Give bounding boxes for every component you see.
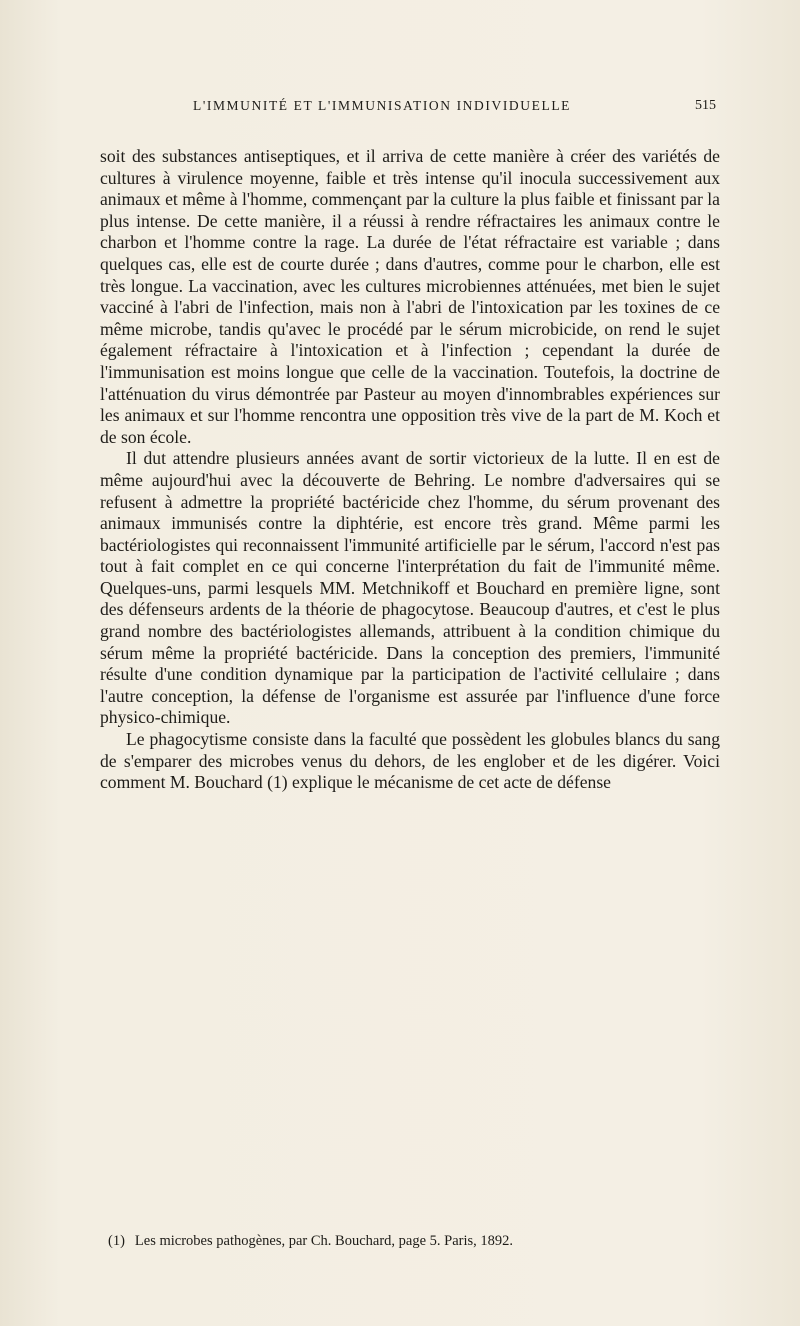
paragraph: soit des substances antiseptiques, et il arriva de cette manière à créer des variétés de cultures à virulence moyenne, faible et très intense qu'il inocula successivement aux animaux et même à l'homme, commençant par la culture la plus faible et finissant par la plus intense. De cette manière, il a réussi à rendre réfractaires les animaux contre le charbon et l'homme contre la rage. La durée de l'état réfractaire est variable ; dans quelques cas, elle est de courte durée ; dans d'autres, comme pour le charbon, elle est très longue. La vaccination, avec les cultures microbiennes atténuées, met bien le sujet vacciné à l'abri de l'infection, mais non à l'abri de l'intoxication par les toxines de ce même microbe, tandis qu'avec le procédé par le sérum microbicide, on rend le sujet également réfractaire à l'intoxication et à l'infection ; cependant la durée de l'immunisation est moins longue que celle de la vaccination. Toutefois, la doctrine de l'atténuation du virus démontrée par Pasteur au moyen d'innombrables expériences sur les animaux et sur l'homme rencontra une opposition très vive de la part de M. Koch et de son école. <box>100 146 720 447</box>
paragraph: Le phagocytisme consiste dans la faculté que possèdent les globules blancs du sang de s'emparer des microbes venus du dehors, de les englober et de les digérer. Voici comment M. Bouchard (1) explique le mécanisme de cet acte de défense <box>100 729 720 793</box>
paragraph: Il dut attendre plusieurs années avant de sortir victorieux de la lutte. Il en est de même aujourd'hui avec la découverte de Behring. Le nombre d'adversaires qui se refusent à admettre la propriété bactéricide chez l'homme, du sérum provenant des animaux immunisés contre la diphtérie, est encore très grand. Même parmi les bactériologistes qui reconnaissent l'immunité artificielle par le sérum, l'accord n'est pas tout à fait complet en ce qui concerne l'interprétation du fait de l'immunité même. Quelques-uns, parmi lesquels MM. Metchnikoff et Bouchard en première ligne, sont des défenseurs ardents de la théorie de phagocytose. Beaucoup d'autres, et c'est le plus grand nombre des bactériologistes allemands, attribuent à la condition chimique du sérum même la propriété bactéricide. Dans la conception des premiers, l'immunité résulte d'une condition dynamique par la participation de l'activité cellulaire ; dans l'autre conception, la défense de l'organisme est assurée par l'influence d'une force physico-chimique. <box>100 448 720 728</box>
body-text <box>100 146 720 794</box>
footnote-text: Les microbes pathogènes, par Ch. Bouchard, page 5. Paris, 1892. <box>134 1233 514 1249</box>
page-header <box>108 98 716 122</box>
page-number: 515 <box>695 98 716 113</box>
running-title: L'IMMUNITÉ ET L'IMMUNISATION INDIVIDUELLE <box>192 98 572 113</box>
footnote <box>108 1232 720 1250</box>
footnote-marker: (1) <box>108 1233 125 1249</box>
